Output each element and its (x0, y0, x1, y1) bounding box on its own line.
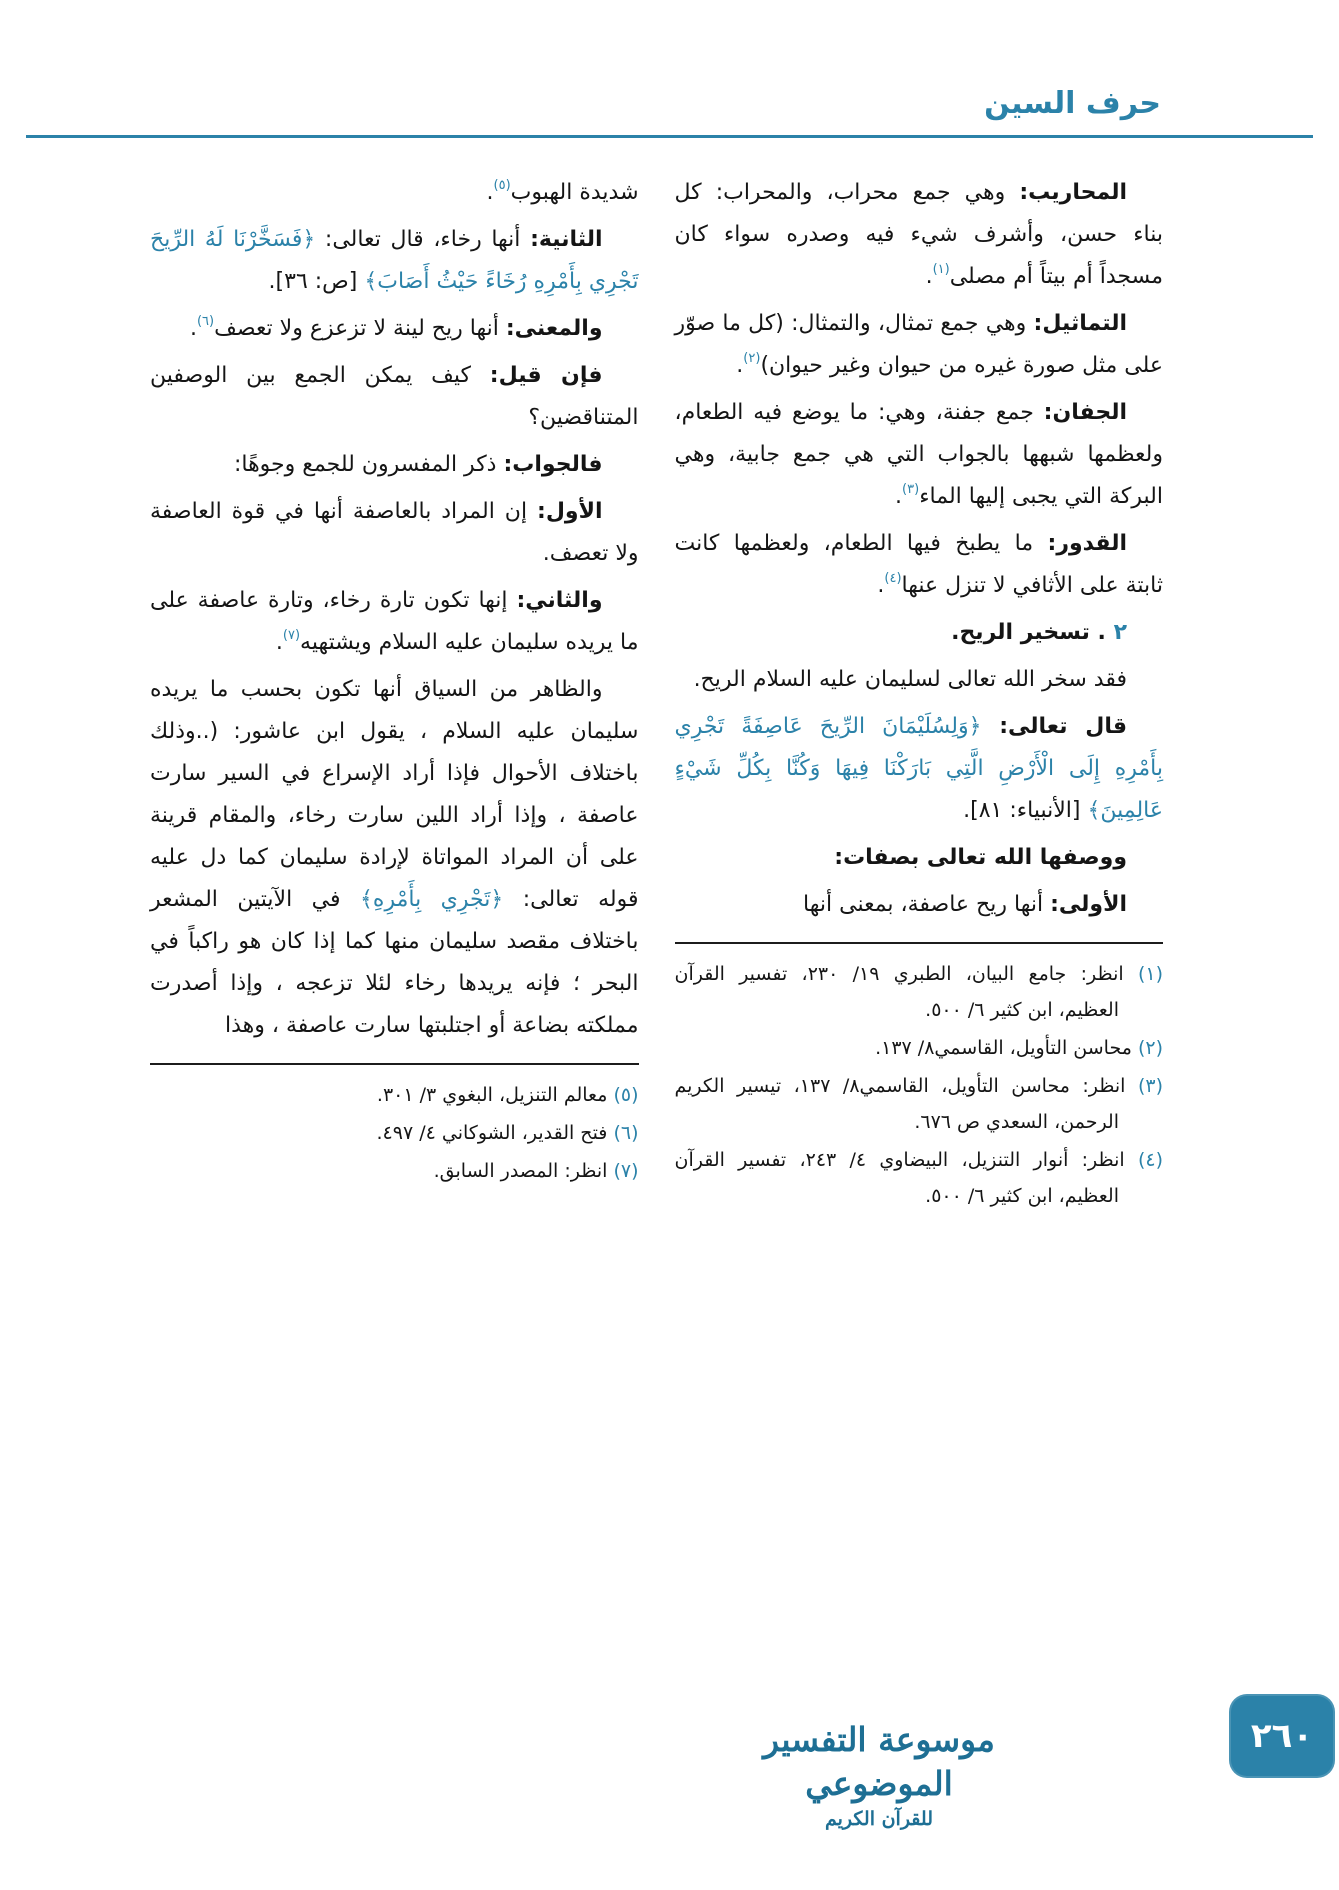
footnote-number: (٢) (1131, 1037, 1163, 1059)
text-run: فالجواب: (503, 452, 603, 477)
footnote-text: محاسن التأويل، القاسمي٨/ ١٣٧. (875, 1037, 1132, 1059)
text-run: ذكر المفسرون للجمع وجوهًا: (233, 452, 504, 477)
left-column-footnotes (150, 1077, 639, 1189)
publisher-calligraphy-logo (739, 1718, 1019, 1832)
text-run: جمع جفنة، وهي: ما يوضع فيه الطعام، ولعظمها شبهها بالجواب التي هي جمع جابية، وهي البركة التي يجبى إليها الماء (674, 400, 1163, 509)
text-run: إن المراد بالعاصفة أنها في قوة العاصفة ولا تعصف. (150, 499, 639, 566)
text-run: والمعنى: (505, 316, 603, 341)
footnote-text: انظر: أنوار التنزيل، البيضاوي ٤/ ٢٤٣، تفسير القرآن العظيم، ابن كثير ٦/ ٥٠٠. (674, 1149, 1125, 1207)
footnote-item (150, 1077, 639, 1113)
left-column (150, 172, 639, 1191)
footnote-number: (٤) (1124, 1149, 1163, 1171)
text-run: وهي جمع تمثال، والتمثال: (كل ما صوّر على مثل صورة غيره من حيوان وغير حيوان) (674, 311, 1163, 378)
left-footnote-separator (150, 1063, 639, 1065)
text-run: الجفان: (1043, 400, 1127, 425)
footnote-number: (٧) (607, 1160, 639, 1182)
footnote-number: (١) (1123, 963, 1163, 985)
paragraph (675, 303, 1164, 387)
text-run: القدور: (1047, 531, 1127, 556)
paragraph (150, 444, 639, 486)
text-run: . تسخير الريح. (951, 620, 1114, 645)
right-column (675, 172, 1164, 1216)
paragraph (150, 669, 639, 1047)
text-run: قال تعالى: (981, 714, 1127, 739)
paragraph (150, 491, 639, 575)
text-run: . (895, 484, 903, 509)
text-run: الأول: (537, 499, 603, 524)
page-header (0, 0, 1339, 121)
text-run: الثانية: (530, 227, 603, 252)
text-run: والثاني: (516, 588, 603, 613)
text-run: [ص: ٣٦]. (268, 269, 365, 294)
footnote-text: انظر: محاسن التأويل، القاسمي٨/ ١٣٧، تيسير الكريم الرحمن، السعدي ص ٦٧٦. (674, 1075, 1126, 1133)
paragraph (675, 172, 1164, 298)
footnote-number: (٦) (607, 1122, 639, 1144)
footnote-reference: (٦) (196, 314, 215, 329)
text-run: فقد سخر الله تعالى لسليمان عليه السلام الريح. (693, 667, 1127, 692)
footnote-item (675, 1068, 1164, 1140)
paragraph (675, 612, 1164, 654)
footnote-item (150, 1115, 639, 1151)
text-run: [الأنبياء: ٨١]. (963, 798, 1088, 823)
text-run: . (736, 353, 744, 378)
text-run: ٢ (1113, 620, 1127, 645)
footnote-item (675, 956, 1164, 1028)
footnote-reference: (٢) (743, 351, 761, 366)
right-column-footnotes (675, 956, 1164, 1214)
paragraph (675, 659, 1164, 701)
footnote-text: انظر: جامع البيان، الطبري ١٩/ ٢٣٠، تفسير القرآن العظيم، ابن كثير ٦/ ٥٠٠. (674, 963, 1124, 1021)
footnote-reference: (١) (932, 262, 950, 277)
footnote-item (675, 1030, 1164, 1066)
page-number: ٢٦٠ (1250, 1716, 1314, 1756)
text-run: . (925, 264, 933, 289)
paragraph (150, 355, 639, 439)
paragraph (150, 308, 639, 350)
logo-subtitle: للقرآن الكريم (825, 1808, 933, 1830)
text-run: شديدة الهبوب (510, 180, 639, 205)
paragraph (675, 837, 1164, 879)
paragraph (150, 580, 639, 664)
footnote-number: (٥) (607, 1084, 639, 1106)
paragraph (675, 884, 1164, 926)
text-run: أنها رخاء، قال تعالى: (315, 227, 531, 252)
left-column-body (150, 172, 639, 1047)
page-number-badge (1229, 1694, 1335, 1778)
text-run: والظاهر من السياق أنها تكون بحسب ما يريده سليمان عليه السلام ، يقول ابن عاشور: (..وذلك باختلاف الأحوال فإذا أراد الإسراع في السير سارت عاصفة ، وإذا أراد اللين سارت رخاء، والمقام قرينة على أن المراد المواتاة لإرادة سليمان كما دل عليه قوله تعالى: (150, 677, 639, 912)
text-run: أنها ريح عاصفة، بمعنى أنها (803, 892, 1051, 917)
footnote-reference: (٥) (493, 178, 511, 193)
text-run: التماثيل: (1033, 311, 1127, 336)
text-run: المحاريب: (1019, 180, 1127, 205)
text-run: الأولى: (1050, 892, 1127, 917)
two-column-content (150, 172, 1163, 1216)
text-run: وهي جمع محراب، والمحراب: كل بناء حسن، وأشرف شيء فيه وصدره سواء كان مسجداً أم بيتاً أم مصلى (674, 180, 1163, 289)
text-run: إنها تكون تارة رخاء، وتارة عاصفة على ما يريده سليمان عليه السلام ويشتهيه (150, 588, 639, 655)
footnote-reference: (٧) (282, 628, 301, 643)
text-run: . (877, 573, 885, 598)
quran-verse: ﴿وَلِسُلَيْمَانَ الرِّيحَ عَاصِفَةً تَجْرِي بِأَمْرِهِ إِلَى الْأَرْضِ الَّتِي بَارَكْنَا فِيهَا وَكُنَّا بِكُلِّ شَيْءٍ عَالِمِينَ﴾ (674, 714, 1163, 823)
footnote-text: معالم التنزيل، البغوي ٣/ ٣٠١. (376, 1084, 608, 1106)
text-run: فإن قيل: (489, 363, 603, 388)
paragraph (675, 392, 1164, 518)
footnote-number: (٣) (1125, 1075, 1163, 1097)
paragraph (150, 219, 639, 303)
header-rule (26, 135, 1313, 138)
text-run: ما يطبخ فيها الطعام، ولعظمها كانت ثابتة على الأثافي لا تنزل عنها (674, 531, 1163, 598)
paragraph (150, 172, 639, 214)
footnote-text: انظر: المصدر السابق. (433, 1160, 608, 1182)
quran-verse: ﴿تَجْرِي بِأَمْرِهِ﴾ (360, 887, 504, 912)
paragraph (675, 523, 1164, 607)
paragraph (675, 706, 1164, 832)
right-footnote-separator (675, 942, 1164, 944)
logo-title: موسوعة التفسير الموضوعي (763, 1720, 995, 1803)
text-run: . (189, 316, 197, 341)
footnote-text: فتح القدير، الشوكاني ٤/ ٤٩٧. (376, 1122, 608, 1144)
right-column-body (675, 172, 1164, 926)
footnote-item (675, 1142, 1164, 1214)
text-run: أنها ريح لينة لا تزعزع ولا تعصف (214, 316, 506, 341)
footnote-reference: (٣) (902, 482, 920, 497)
footnote-reference: (٤) (884, 571, 902, 586)
text-run: في الآيتين المشعر باختلاف مقصد سليمان منها كما إذا كان هو راكباً في البحر ؛ فإنه يريدها رخاء لئلا تزعجه ، وإذا أصدرت مملكته بضاعة أو اجتلبتها سارت عاصفة ، وهذا (150, 887, 639, 1038)
text-run: . (486, 180, 494, 205)
text-run: ووصفها الله تعالى بصفات: (834, 845, 1127, 870)
chapter-title: حرف السين (984, 86, 1161, 121)
quran-verse: ﴿فَسَخَّرْنَا لَهُ الرِّيحَ تَجْرِي بِأَمْرِهِ رُخَاءً حَيْثُ أَصَابَ﴾ (150, 227, 639, 294)
text-run: . (275, 630, 283, 655)
text-run: كيف يمكن الجمع بين الوصفين المتناقضين؟ (150, 363, 639, 430)
footnote-item (150, 1153, 639, 1189)
